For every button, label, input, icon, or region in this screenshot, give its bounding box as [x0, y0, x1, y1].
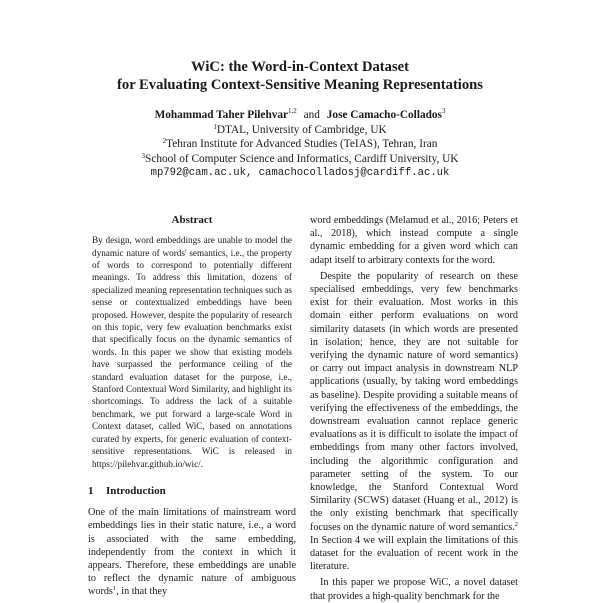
- section-number: 1: [88, 484, 94, 497]
- title-line-1: WiC: the Word-in-Context Dataset: [191, 59, 409, 75]
- author-1: Mohammad Taher Pilehvar: [154, 109, 289, 121]
- paper-title: [0, 58, 600, 94]
- affiliation-3: [0, 152, 600, 167]
- right-column: [310, 214, 518, 603]
- author-and: and: [303, 109, 320, 121]
- section-heading-introduction: [88, 485, 296, 498]
- intro-paragraph-1-tail: , in that they: [116, 586, 168, 598]
- footnote-marker-1: 1: [112, 585, 117, 593]
- affiliation-2-text: Tehran Institute for Advanced Studies (TeIAS), Tehran, Iran: [166, 138, 438, 151]
- intro-paragraph-1-text: One of the main limitations of mainstream word embeddings lies in their static nature, i.e., a word is associated with the same embedding, independently from the context in which it appears. Therefore, these embeddings are unable to reflect the dynamic nature of ambiguous words: [88, 507, 296, 598]
- affiliation-3-mark: 3: [141, 151, 146, 160]
- abstract-text: By design, word embeddings are unable to model the dynamic nature of words' semantics, i.e., the property of words to correspond to potentially different meanings. To address this limitation, dozens of specialized meaning representation techniques such as sense or contextualized embeddings have been proposed. However, despite the popularity of research on this topic, very few evaluation benchmarks exist that specifically focus on the dynamic semantics of words. In this paper we show that existing models have surpassed the performance ceiling of the standard evaluation dataset for the purpose, i.e., Stanford Contextual Word Similarity, and highlight its shortcomings. To address the lack of a suitable benchmark, we put forward a large-scale Word in Context dataset, called WiC, based on annotations curated by experts, for generic evaluation of context-sensitive representations. WiC is released in https://pilehvar.github.io/wic/.: [92, 235, 292, 469]
- right-paragraph-2: [310, 270, 518, 574]
- author-emails: mp792@cam.ac.uk, camachocolladosj@cardiff.ac.uk: [150, 167, 450, 180]
- right-paragraph-2-text: Despite the popularity of research on these specialised embeddings, very few benchmarks exist for their evaluation. Most works in this domain either perform evaluations on word similarity datasets (in which words are presented in isolation; hence, they are not suitable for verifying the dynamic nature of word semantics) or carry out impact analysis in downstream NLP applications (usually, by taking word embeddings as baseline). Despite providing a suitable means of verifying the effectiveness of the embeddings, the downstream evaluation cannot replace generic evaluations as it is difficult to isolate the impact of embeddings from many other factors involved, including the algorithmic configuration and parameter setting of the system. To our knowledge, the Stanford Contextual Word Similarity (SCWS) dataset (Huang et al., 2012) is the only existing benchmark that specifically focuses on the dynamic nature of word semantics.: [310, 270, 518, 533]
- affiliation-3-text: School of Computer Science and Informatics, Cardiff University, UK: [145, 152, 459, 165]
- abstract-heading: Abstract: [171, 214, 213, 226]
- section-title: Introduction: [106, 484, 166, 497]
- affiliation-1-mark: 1: [213, 122, 217, 131]
- right-paragraph-3: In this paper we propose WiC, a novel dataset that provides a high-quality benchmark for the: [310, 577, 518, 602]
- author-block: [0, 108, 600, 181]
- author-2: Jose Camacho-Collados: [326, 109, 442, 121]
- right-paragraph-continued: word embeddings (Melamud et al., 2016; Peters et al., 2018), which instead compute a single dynamic embedding for a given word which can adapt itself to arbitrary contexts for the word.: [310, 215, 518, 266]
- right-paragraph-2-tail: In Section 4 we will explain the limitations of this dataset for the evaluation of recent work in the literature.: [310, 534, 518, 573]
- author-1-affil: 1,2: [288, 107, 297, 115]
- author-2-affil: 3: [441, 107, 446, 115]
- author-names: [0, 108, 600, 123]
- title-line-2: for Evaluating Context-Sensitive Meaning Representations: [117, 77, 483, 93]
- footnote-marker-2: 2: [514, 520, 518, 528]
- affiliation-1: [0, 123, 600, 138]
- affiliation-2: [0, 137, 600, 152]
- affiliation-1-text: DTAL, University of Cambridge, UK: [216, 123, 387, 136]
- left-column: [88, 214, 296, 599]
- affiliation-2-mark: 2: [162, 137, 167, 146]
- intro-paragraph-1: [88, 506, 296, 598]
